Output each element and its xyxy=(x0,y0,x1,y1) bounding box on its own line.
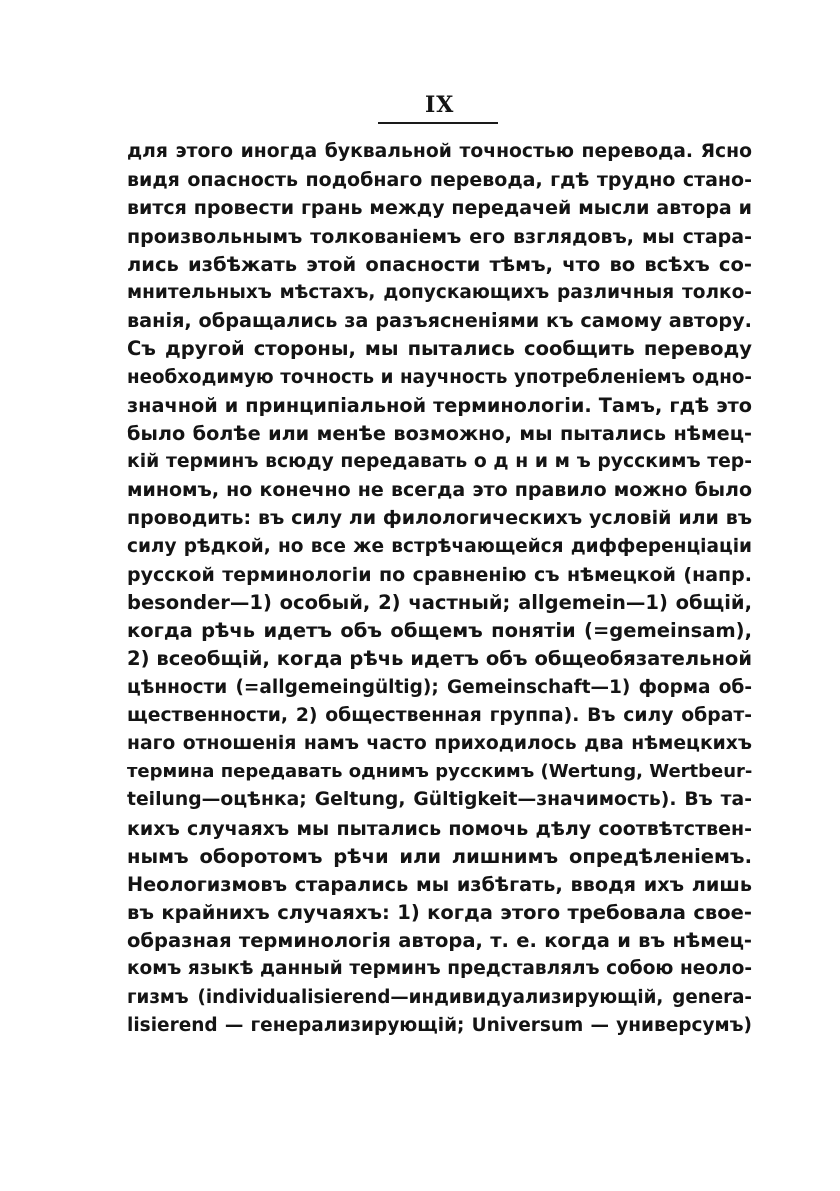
text-line: когда рѣчь идетъ объ общемъ понятіи (=gemeinsam), xyxy=(127,619,752,643)
text-line: произвольнымъ толкованіемъ его взглядовъ, мы стара- xyxy=(127,225,752,248)
text-line: было болѣе или менѣе возможно, мы пытались нѣмец- xyxy=(127,421,752,445)
text-line: щественности, 2) общественная группа). Въ силу обрат- xyxy=(127,704,752,726)
text-line: ванія, обращались за разъясненіями къ самому автору. xyxy=(127,309,752,333)
text-line: нымъ оборотомъ рѣчи или лишнимъ опредѣленіемъ. xyxy=(127,844,752,868)
header-rule xyxy=(378,122,498,124)
text-line: русской терминологіи по сравненію съ нѣмецкой (напр. xyxy=(127,563,752,586)
page-header xyxy=(378,92,498,132)
text-line: миномъ, но конечно не всегда это правило можно было xyxy=(127,479,752,502)
text-line: Неологизмовъ старались мы избѣгать, вводя ихъ лишь xyxy=(127,872,752,896)
text-line: лись избѣжать этой опасности тѣмъ, что во всѣхъ со- xyxy=(127,252,752,276)
text-line: teilung—оцѣнка; Geltung, Gültigkeit—значимость). Въ та- xyxy=(127,789,752,811)
text-line: для этого иногда буквальной точностью перевода. Ясно xyxy=(127,141,752,162)
text-line: кихъ случаяхъ мы пытались помочь дѣлу соотвѣтствен- xyxy=(127,817,752,840)
text-line: комъ языкѣ данный терминъ представлялъ собою неоло- xyxy=(127,958,752,980)
text-line: Съ другой стороны, мы пытались сообщить переводу xyxy=(127,337,752,361)
text-line: значной и принципіальной терминологіи. Тамъ, гдѣ это xyxy=(127,393,752,417)
text-line: термина передавать однимъ русскимъ (Wertung, Wertbeur- xyxy=(127,761,753,783)
text-line: lisierend — генерализирующій; Universum — универсумъ) xyxy=(127,1014,752,1036)
text-line: проводить: въ силу ли филологическихъ условій или въ xyxy=(127,507,752,530)
body-text xyxy=(127,138,752,1040)
text-line: наго отношенія намъ часто приходилось два нѣмецкихъ xyxy=(127,732,752,754)
text-line: вится провести грань между передачей мысли автора и xyxy=(127,197,752,220)
text-line: видя опасность подобнаго перевода, гдѣ трудно стано- xyxy=(127,169,752,192)
page-number: IX xyxy=(425,92,455,118)
text-line: гизмъ (individualisierend—индивидуализирующій, genera- xyxy=(127,986,752,1008)
text-line: цѣнности (=allgemeingültig); Gemeinschaft—1) форма об- xyxy=(127,676,752,698)
text-line: besonder—1) особый, 2) частный; allgemein—1) общій, xyxy=(127,591,752,614)
text-line: силу рѣдкой, но все же встрѣчающейся дифференціаціи xyxy=(127,535,752,557)
text-line: необходимую точность и научность употребленіемъ одно- xyxy=(127,366,752,388)
text-line: кій терминъ всюду передавать о д н и м ъ русскимъ тер- xyxy=(127,451,752,473)
text-line: образная терминологія автора, т. е. когда и въ нѣмец- xyxy=(127,929,752,953)
text-line: 2) всеобщій, когда рѣчь идетъ объ общеобязательной xyxy=(127,647,752,671)
text-line: въ крайнихъ случаяхъ: 1) когда этого требовала свое- xyxy=(127,901,752,925)
text-line: мнительныхъ мѣстахъ, допускающихъ различныя толко- xyxy=(127,281,752,303)
